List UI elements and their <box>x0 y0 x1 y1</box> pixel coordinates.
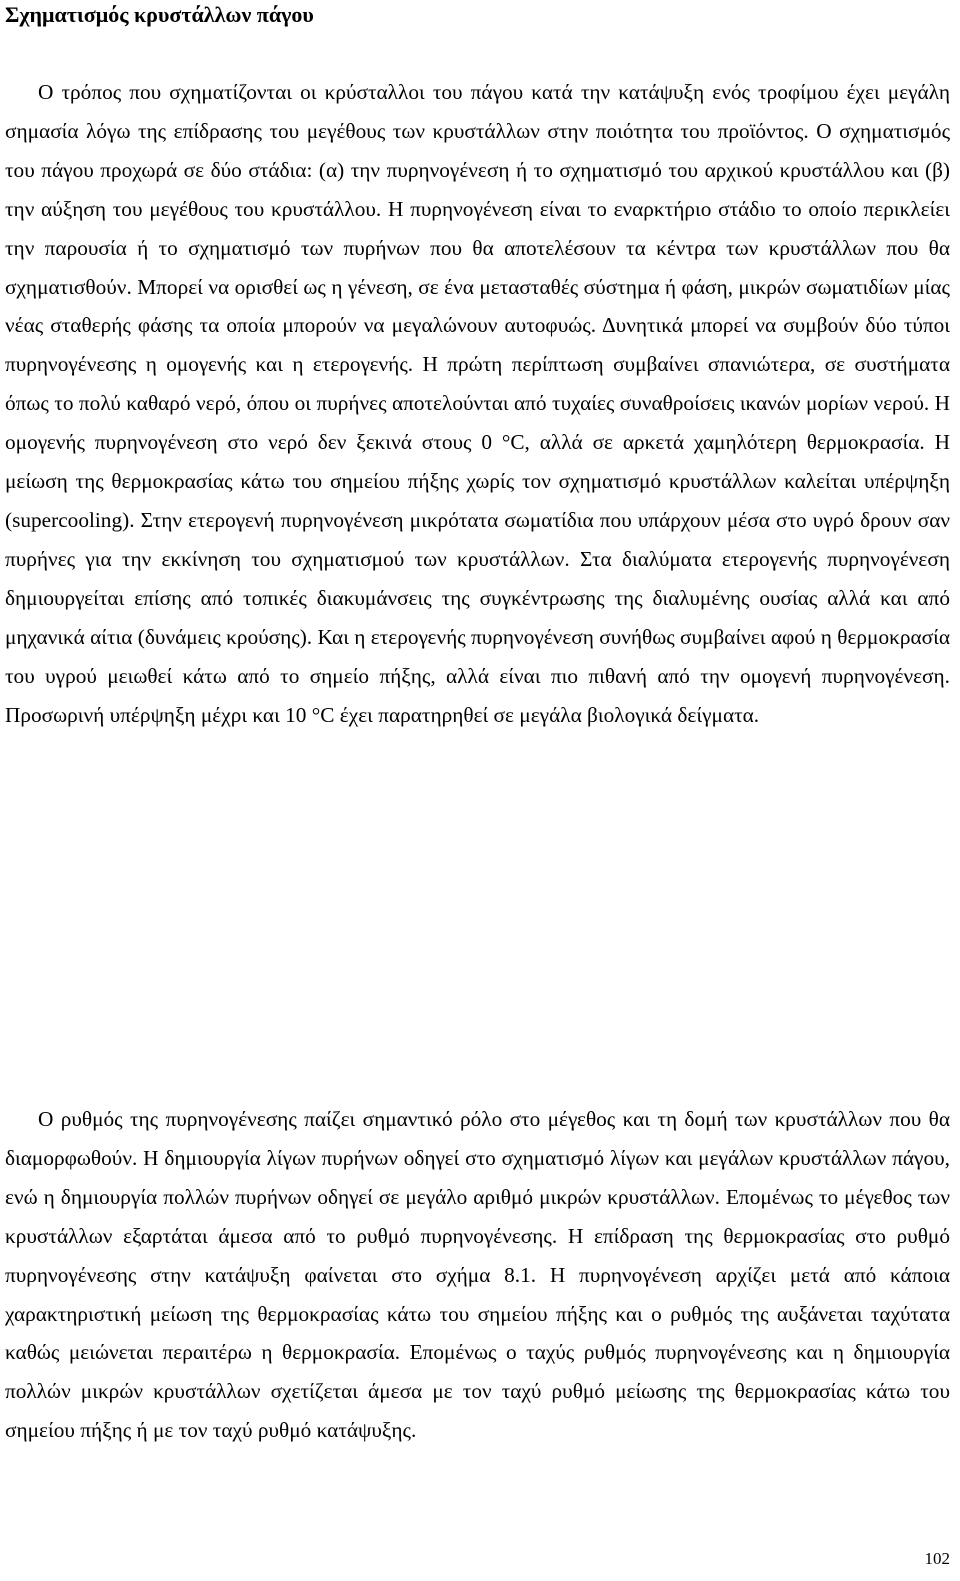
page-title: Σχηματισμός κρυστάλλων πάγου <box>5 2 314 27</box>
page-number: 102 <box>924 1549 950 1568</box>
body-paragraph-1: Ο τρόπος που σχηματίζονται οι κρύσταλλοι του πάγου κατά την κατάψυξη ενός τροφίμου έχει μεγάλη σημασία λόγω της επίδρασης του μεγέθους των κρυστάλλων στην ποιότητα του προϊόντος. Ο σχηματισμός του πάγου προχωρά σε δύο στάδια: (α) την πυρηνογένεση ή το σχηματισμό του αρχικού κρυστάλλου και (β) την αύξηση του μεγέθους του κρυστάλλου. Η πυρηνογένεση είναι το εναρκτήριο στάδιο το οποίο περικλείει την παρουσία ή το σχηματισμό των πυρήνων που θα αποτελέσουν τα κέντρα των κρυστάλλων που θα σχηματισθούν. Μπορεί να ορισθεί ως η γένεση, σε ένα μετασταθές σύστημα ή φάση, μικρών σωματιδίων μίας νέας σταθερής φάσης τα οποία μπορούν να μεγαλώνουν αυτοφυώς. Δυνητικά μπορεί να συμβούν δύο τύποι πυρηνογένεσης η ομογενής και η ετερογενής. Η πρώτη περίπτωση συμβαίνει σπανιώτερα, σε συστήματα όπως το πολύ καθαρό νερό, όπου οι πυρήνες αποτελούνται από τυχαίες συναθροίσεις ικανών μορίων νερού. Η ομογενής πυρηνογένεση στο νερό δεν ξεκινά στους 0 °C, αλλά σε αρκετά χαμηλότερη θερμοκρασία. Η μείωση της θερμοκρασίας κάτω του σημείου πήξης χωρίς τον σχηματισμό κρυστάλλων καλείται υπέρψηξη (supercooling). Στην ετερογενή πυρηνογένεση μικρότατα σωματίδια που υπάρχουν μέσα στο υγρό δρουν σαν πυρήνες για την εκκίνηση του σχηματισμού των κρυστάλλων. Στα διαλύματα ετερογενής πυρηνογένεση δημιουργείται επίσης από τοπικές διακυμάνσεις της συγκέντρωσης της διαλυμένης ουσίας αλλά και από μηχανικά αίτια (δυνάμεις κρούσης). Και η ετερογενής πυρηνογένεση συνήθως συμβαίνει αφού η θερμοκρασία του υγρού μειωθεί κάτω από το σημείο πήξης, αλλά είναι πιο πιθανή από την ομογενή πυρηνογένεση. Προσωρινή υπέρψηξη μέχρι και 10 °C έχει παρατηρηθεί σε μεγάλα βιολογικά δείγματα. <box>5 80 950 727</box>
body-paragraph-2: Ο ρυθμός της πυρηνογένεσης παίζει σημαντικό ρόλο στο μέγεθος και τη δομή των κρυστάλλων που θα διαμορφωθούν. Η δημιουργία λίγων πυρήνων οδηγεί στο σχηματισμό λίγων και μεγάλων κρυστάλλων πάγου, ενώ η δημιουργία πολλών πυρήνων οδηγεί σε μεγάλο αριθμό μικρών κρυστάλλων. Επομένως το μέγεθος των κρυστάλλων εξαρτάται άμεσα από το ρυθμό πυρηνογένεσης. Η επίδραση της θερμοκρασίας στο ρυθμό πυρηνογένεσης στην κατάψυξη φαίνεται στο σχήμα 8.1. Η πυρηνογένεση αρχίζει μετά από κάποια χαρακτηριστική μείωση της θερμοκρασίας κάτω του σημείου πήξης και ο ρυθμός της αυξάνεται ταχύτατα καθώς μειώνεται περαιτέρω η θερμοκρασία. Επομένως ο ταχύς ρυθμός πυρηνογένεσης και η δημιουργία πολλών μικρών κρυστάλλων σχετίζεται άμεσα με τον ταχύ ρυθμό μείωσης της θερμοκρασίας κάτω του σημείου πήξης ή με τον ταχύ ρυθμό κατάψυξης. <box>5 1107 950 1443</box>
